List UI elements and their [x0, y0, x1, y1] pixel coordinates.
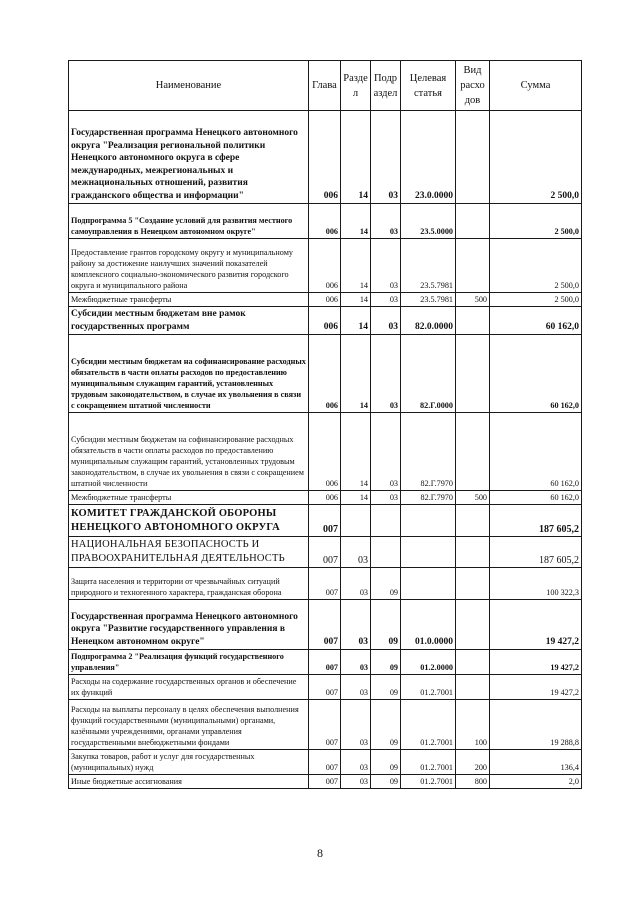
cell-vid [456, 335, 490, 413]
cell-razdel: 14 [341, 307, 371, 335]
cell-podrazdel: 03 [371, 239, 401, 293]
cell-glava: 007 [309, 568, 341, 600]
cell-vid [456, 600, 490, 650]
cell-razdel [341, 505, 371, 537]
table-row [69, 335, 582, 413]
cell-name: КОМИТЕТ ГРАЖДАНСКОЙ ОБОРОНЫ НЕНЕЦКОГО АВТОНОМНОГО ОКРУГА [69, 505, 309, 537]
cell-sum: 2 500,0 [490, 293, 582, 307]
cell-podrazdel: 09 [371, 600, 401, 650]
cell-target: 82.0.0000 [401, 307, 456, 335]
cell-target: 01.2.7001 [401, 675, 456, 700]
cell-name: Предоставление грантов городскому округу и муниципальному району за достижение наилучших значений показателей комплексного социально-экономического развития городского округа и муниципального района [69, 239, 309, 293]
cell-razdel: 14 [341, 413, 371, 491]
cell-sum: 187 605,2 [490, 537, 582, 568]
cell-razdel: 14 [341, 335, 371, 413]
cell-podrazdel: 03 [371, 204, 401, 239]
cell-name: Расходы на выплаты персоналу в целях обеспечения выполнения функций государственными (муниципальными) органами, казёнными учреждениями, органами управления государственными внебюджетными фондами [69, 700, 309, 750]
cell-glava: 007 [309, 775, 341, 789]
table-row [69, 505, 582, 537]
table-row [69, 204, 582, 239]
cell-sum: 19 427,2 [490, 600, 582, 650]
cell-glava: 006 [309, 111, 341, 204]
cell-sum: 19 288,8 [490, 700, 582, 750]
cell-vid [456, 111, 490, 204]
cell-podrazdel: 09 [371, 750, 401, 775]
table-row [69, 111, 582, 204]
cell-razdel: 14 [341, 111, 371, 204]
cell-podrazdel: 03 [371, 335, 401, 413]
header-podrazdel: Подр аздел [371, 61, 401, 111]
cell-vid: 200 [456, 750, 490, 775]
cell-glava: 007 [309, 505, 341, 537]
cell-vid: 500 [456, 293, 490, 307]
cell-vid: 800 [456, 775, 490, 789]
cell-target [401, 568, 456, 600]
cell-glava: 006 [309, 307, 341, 335]
cell-name: Межбюджетные трансферты [69, 293, 309, 307]
header-name: Наименование [69, 61, 309, 111]
table-row [69, 293, 582, 307]
cell-glava: 007 [309, 700, 341, 750]
cell-razdel: 03 [341, 537, 371, 568]
cell-name: Закупка товаров, работ и услуг для государственных (муниципальных) нужд [69, 750, 309, 775]
cell-target: 23.0.0000 [401, 111, 456, 204]
cell-name: НАЦИОНАЛЬНАЯ БЕЗОПАСНОСТЬ И ПРАВООХРАНИТЕЛЬНАЯ ДЕЯТЕЛЬНОСТЬ [69, 537, 309, 568]
header-target: Целевая статья [401, 61, 456, 111]
table-row [69, 307, 582, 335]
cell-target: 01.2.0000 [401, 650, 456, 675]
cell-target: 01.2.7001 [401, 750, 456, 775]
cell-vid: 100 [456, 700, 490, 750]
header-glava: Глава [309, 61, 341, 111]
cell-sum: 2,0 [490, 775, 582, 789]
cell-name: Государственная программа Ненецкого автономного округа "Развитие государственного управления в Ненецком автономном округе" [69, 600, 309, 650]
cell-razdel: 14 [341, 239, 371, 293]
cell-sum: 19 427,2 [490, 675, 582, 700]
cell-podrazdel: 03 [371, 413, 401, 491]
table-row [69, 537, 582, 568]
table-row [69, 600, 582, 650]
cell-target [401, 537, 456, 568]
cell-name: Субсидии местным бюджетам вне рамок государственных программ [69, 307, 309, 335]
cell-razdel: 03 [341, 700, 371, 750]
cell-target: 23.5.7981 [401, 239, 456, 293]
cell-vid [456, 307, 490, 335]
cell-target: 01.2.7001 [401, 775, 456, 789]
table-header-row [69, 61, 582, 111]
header-sum: Сумма [490, 61, 582, 111]
cell-name: Иные бюджетные ассигнования [69, 775, 309, 789]
cell-podrazdel [371, 505, 401, 537]
table-row [69, 650, 582, 675]
header-razdel: Разде л [341, 61, 371, 111]
cell-razdel: 03 [341, 568, 371, 600]
cell-glava: 007 [309, 537, 341, 568]
table-row [69, 750, 582, 775]
cell-name: Подпрограмма 5 "Создание условий для развития местного самоуправления в Ненецком автономном округе" [69, 204, 309, 239]
table-row [69, 491, 582, 505]
cell-vid [456, 204, 490, 239]
table-row [69, 775, 582, 789]
cell-name: Подпрограмма 2 "Реализация функций государственного управления" [69, 650, 309, 675]
cell-vid [456, 505, 490, 537]
cell-name: Субсидии местным бюджетам на софинансирование расходных обязательств в части оплаты расходов по предоставлению муниципальным служащим гарантий, установленных трудовым законодательством, в случае их увольнения в связи с сокращением штатной численности [69, 335, 309, 413]
cell-podrazdel: 03 [371, 293, 401, 307]
cell-razdel: 03 [341, 675, 371, 700]
cell-sum: 187 605,2 [490, 505, 582, 537]
cell-vid [456, 675, 490, 700]
cell-glava: 006 [309, 491, 341, 505]
cell-sum: 2 500,0 [490, 111, 582, 204]
cell-podrazdel: 09 [371, 675, 401, 700]
cell-vid [456, 413, 490, 491]
cell-podrazdel [371, 537, 401, 568]
cell-sum: 60 162,0 [490, 307, 582, 335]
cell-sum: 60 162,0 [490, 335, 582, 413]
cell-podrazdel: 03 [371, 111, 401, 204]
cell-target: 23.5.0000 [401, 204, 456, 239]
cell-glava: 006 [309, 239, 341, 293]
header-vid: Вид расхо дов [456, 61, 490, 111]
cell-target: 82.Г.7970 [401, 413, 456, 491]
cell-sum: 2 500,0 [490, 204, 582, 239]
cell-sum: 60 162,0 [490, 413, 582, 491]
cell-razdel: 03 [341, 775, 371, 789]
cell-sum: 2 500,0 [490, 239, 582, 293]
cell-razdel: 03 [341, 750, 371, 775]
cell-razdel: 03 [341, 650, 371, 675]
cell-glava: 006 [309, 204, 341, 239]
table-row [69, 239, 582, 293]
cell-target [401, 505, 456, 537]
cell-sum: 136,4 [490, 750, 582, 775]
table-row [69, 568, 582, 600]
cell-target: 82.Г.7970 [401, 491, 456, 505]
cell-name: Государственная программа Ненецкого автономного округа "Реализация региональной политики Ненецкого автономного округа в сфере международных, межрегиональных и межнациональных отношений, развития гражданского общества и информации" [69, 111, 309, 204]
cell-vid [456, 537, 490, 568]
cell-razdel: 03 [341, 600, 371, 650]
cell-target: 01.0.0000 [401, 600, 456, 650]
cell-glava: 006 [309, 413, 341, 491]
cell-podrazdel: 09 [371, 568, 401, 600]
cell-vid [456, 568, 490, 600]
table-row [69, 675, 582, 700]
cell-sum: 60 162,0 [490, 491, 582, 505]
cell-name: Защита населения и территории от чрезвычайных ситуаций природного и техногенного характера, гражданская оборона [69, 568, 309, 600]
cell-target: 82.Г.0000 [401, 335, 456, 413]
cell-podrazdel: 03 [371, 307, 401, 335]
cell-vid [456, 239, 490, 293]
cell-target: 01.2.7001 [401, 700, 456, 750]
cell-glava: 006 [309, 293, 341, 307]
cell-razdel: 14 [341, 293, 371, 307]
table-row [69, 413, 582, 491]
page-number: 8 [317, 846, 323, 860]
cell-podrazdel: 09 [371, 700, 401, 750]
table-body [69, 111, 582, 789]
cell-glava: 007 [309, 650, 341, 675]
cell-glava: 006 [309, 335, 341, 413]
cell-vid [456, 650, 490, 675]
cell-glava: 007 [309, 600, 341, 650]
cell-razdel: 14 [341, 204, 371, 239]
cell-name: Межбюджетные трансферты [69, 491, 309, 505]
cell-glava: 007 [309, 675, 341, 700]
budget-table [68, 60, 582, 789]
cell-podrazdel: 09 [371, 775, 401, 789]
cell-razdel: 14 [341, 491, 371, 505]
cell-vid: 500 [456, 491, 490, 505]
cell-podrazdel: 03 [371, 491, 401, 505]
cell-podrazdel: 09 [371, 650, 401, 675]
cell-name: Субсидии местным бюджетам на софинансирование расходных обязательств в части оплаты расходов по предоставлению муниципальным служащим гарантий, установленных трудовым законодательством, в случае их увольнения в связи с сокращением штатной численности [69, 413, 309, 491]
cell-glava: 007 [309, 750, 341, 775]
cell-sum: 100 322,3 [490, 568, 582, 600]
cell-sum: 19 427,2 [490, 650, 582, 675]
table-row [69, 700, 582, 750]
cell-name: Расходы на содержание государственных органов и обеспечение их функций [69, 675, 309, 700]
cell-target: 23.5.7981 [401, 293, 456, 307]
